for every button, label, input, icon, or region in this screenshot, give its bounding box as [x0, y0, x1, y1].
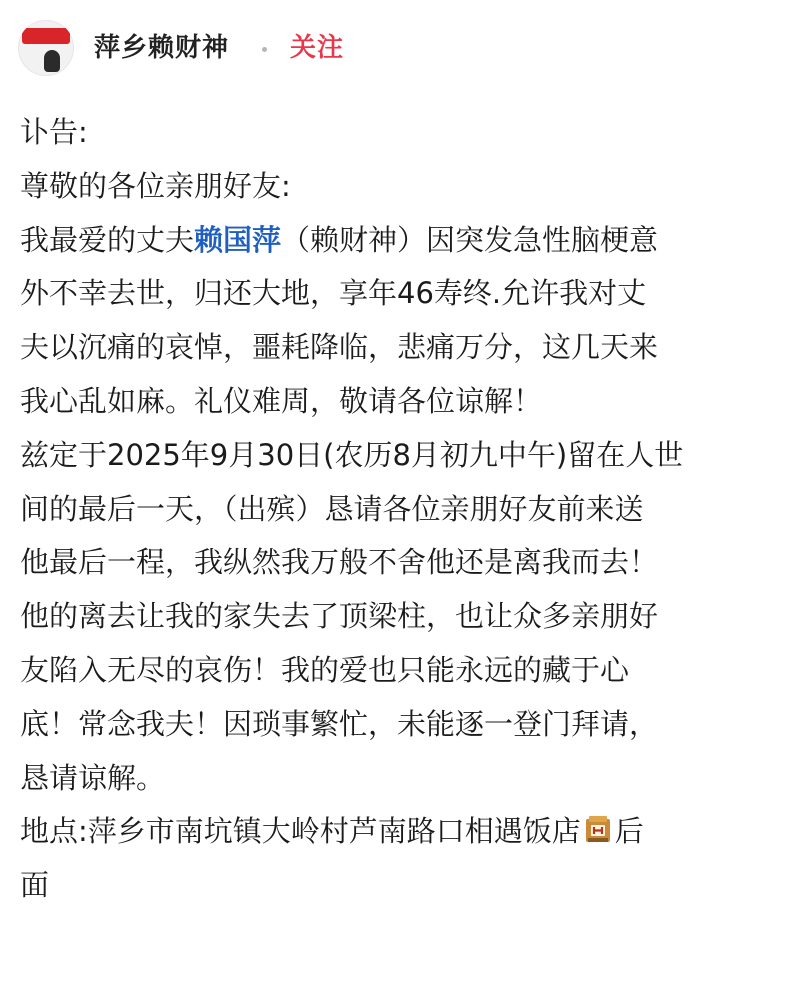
author-avatar[interactable]: [18, 20, 74, 76]
post-line: 尊敬的各位亲朋好友:: [20, 168, 291, 203]
post-line: 间的最后一天，（出殡）恳请各位亲朋好友前来送: [20, 491, 644, 526]
post-line: 外不幸去世，归还大地，享年46寿终.允许我对丈: [20, 276, 647, 311]
line-text: 后: [614, 814, 644, 849]
mention-link[interactable]: 赖国萍: [194, 222, 282, 257]
follow-button[interactable]: 关注: [290, 33, 345, 63]
hotel-icon: [583, 815, 613, 845]
line-text: 地点:萍乡市南坑镇大岭村芦南路口相遇饭店: [20, 814, 581, 849]
post-content: [20, 106, 800, 913]
separator-dot: [262, 47, 267, 52]
post-line: 兹定于2025年9月30日(农历8月初九中午)留在人世: [20, 437, 684, 472]
post-line: 友陷入无尽的哀伤！我的爱也只能永远的藏于心: [20, 652, 630, 687]
avatar-person: [44, 50, 60, 72]
post-line: [20, 214, 800, 268]
post-header: [0, 0, 812, 100]
avatar-banner: [22, 28, 70, 44]
post-line: 他最后一程，我纵然我万般不舍他还是离我而去！: [20, 545, 659, 580]
post-line: [20, 805, 800, 859]
post-line: 底！常念我夫！因琐事繁忙，未能逐一登门拜请，: [20, 706, 659, 741]
post-line: 恳请谅解。: [20, 760, 166, 795]
line-text: 我最爱的丈夫: [20, 222, 195, 257]
post-line: 夫以沉痛的哀悼，噩耗降临，悲痛万分，这几天来: [20, 330, 659, 365]
post-line: 我心乱如麻。礼仪难周，敬请各位谅解！: [20, 383, 543, 418]
author-name[interactable]: 萍乡赖财神: [94, 33, 230, 63]
post-line: 他的离去让我的家失去了顶梁柱，也让众多亲朋好: [20, 599, 659, 634]
post-line: 讣告:: [20, 115, 88, 149]
post-line: 面: [20, 868, 50, 903]
line-text: （赖财神）因突发急性脑梗意: [281, 222, 659, 257]
